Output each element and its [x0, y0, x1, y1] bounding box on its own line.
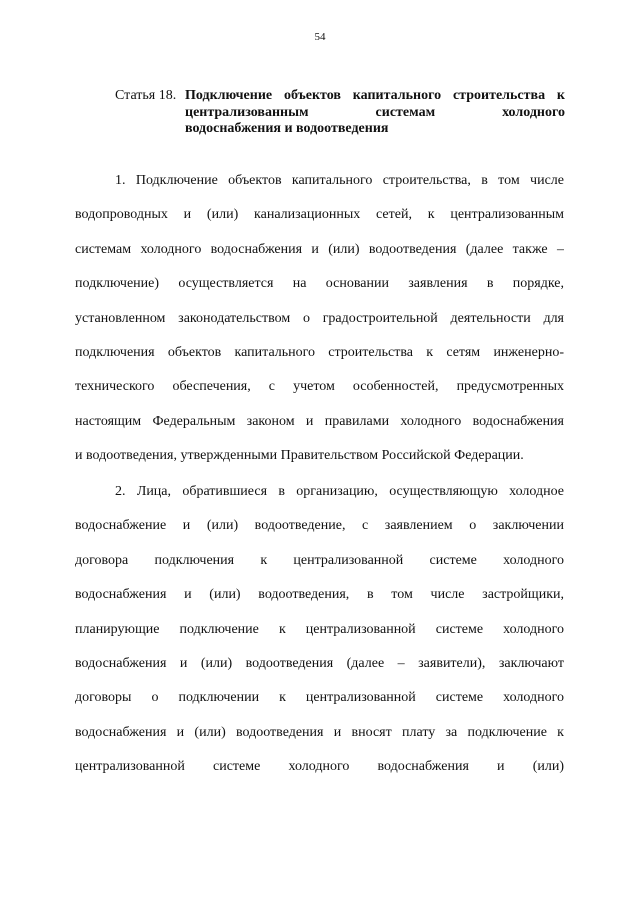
paragraph-line: договоры о подключении к централизованной системе холодного: [75, 690, 564, 706]
article-title-line: Подключение объектов капитального строительства к: [185, 88, 565, 103]
paragraph-line: водоснабжения и (или) водоотведения (далее – заявители), заключают: [75, 655, 564, 671]
paragraph-line: настоящим Федеральным законом и правилами холодного водоснабжения: [75, 413, 564, 429]
paragraph-line: планирующие подключение к централизованной системе холодного: [75, 621, 564, 637]
paragraph-line: водопроводных и (или) канализационных сетей, к централизованным: [75, 207, 564, 223]
paragraph-2: [75, 475, 564, 785]
paragraph-line: системам холодного водоснабжения и (или) водоотведения (далее также –: [75, 241, 564, 257]
paragraph-line: водоснабжения и (или) водоотведения, в том числе застройщики,: [75, 587, 564, 603]
article-label: Статья 18.: [115, 88, 177, 103]
paragraph-line: установленном законодательством о градостроительной деятельности для: [75, 310, 564, 326]
paragraph-1: [75, 164, 564, 474]
article-title: [185, 88, 565, 138]
paragraph-line: подключения объектов капитального строительства к сетям инженерно-: [75, 344, 564, 360]
page-number: 54: [314, 31, 326, 43]
paragraph-line: водоснабжения и (или) водоотведения и вносят плату за подключение к: [75, 724, 564, 740]
article-title-line: централизованным системам холодного: [185, 104, 565, 120]
paragraph-line: технического обеспечения, с учетом особенностей, предусмотренных: [75, 379, 564, 395]
paragraph-line: водоснабжение и (или) водоотведение, с заявлением о заключении: [75, 518, 564, 534]
paragraph-line: подключение) осуществляется на основании заявления в порядке,: [75, 276, 564, 292]
paragraph-line: 1. Подключение объектов капитального строительства, в том числе: [115, 173, 564, 188]
paragraph-line: и водоотведения, утвержденными Правительством Российской Федерации.: [75, 448, 524, 464]
article-title-line: водоснабжения и водоотведения: [185, 121, 389, 136]
paragraph-line: 2. Лица, обратившиеся в организацию, осуществляющую холодное: [115, 484, 564, 499]
paragraph-line: договора подключения к централизованной системе холодного: [75, 552, 564, 568]
paragraph-line: централизованной системе холодного водоснабжения и (или): [75, 759, 564, 775]
